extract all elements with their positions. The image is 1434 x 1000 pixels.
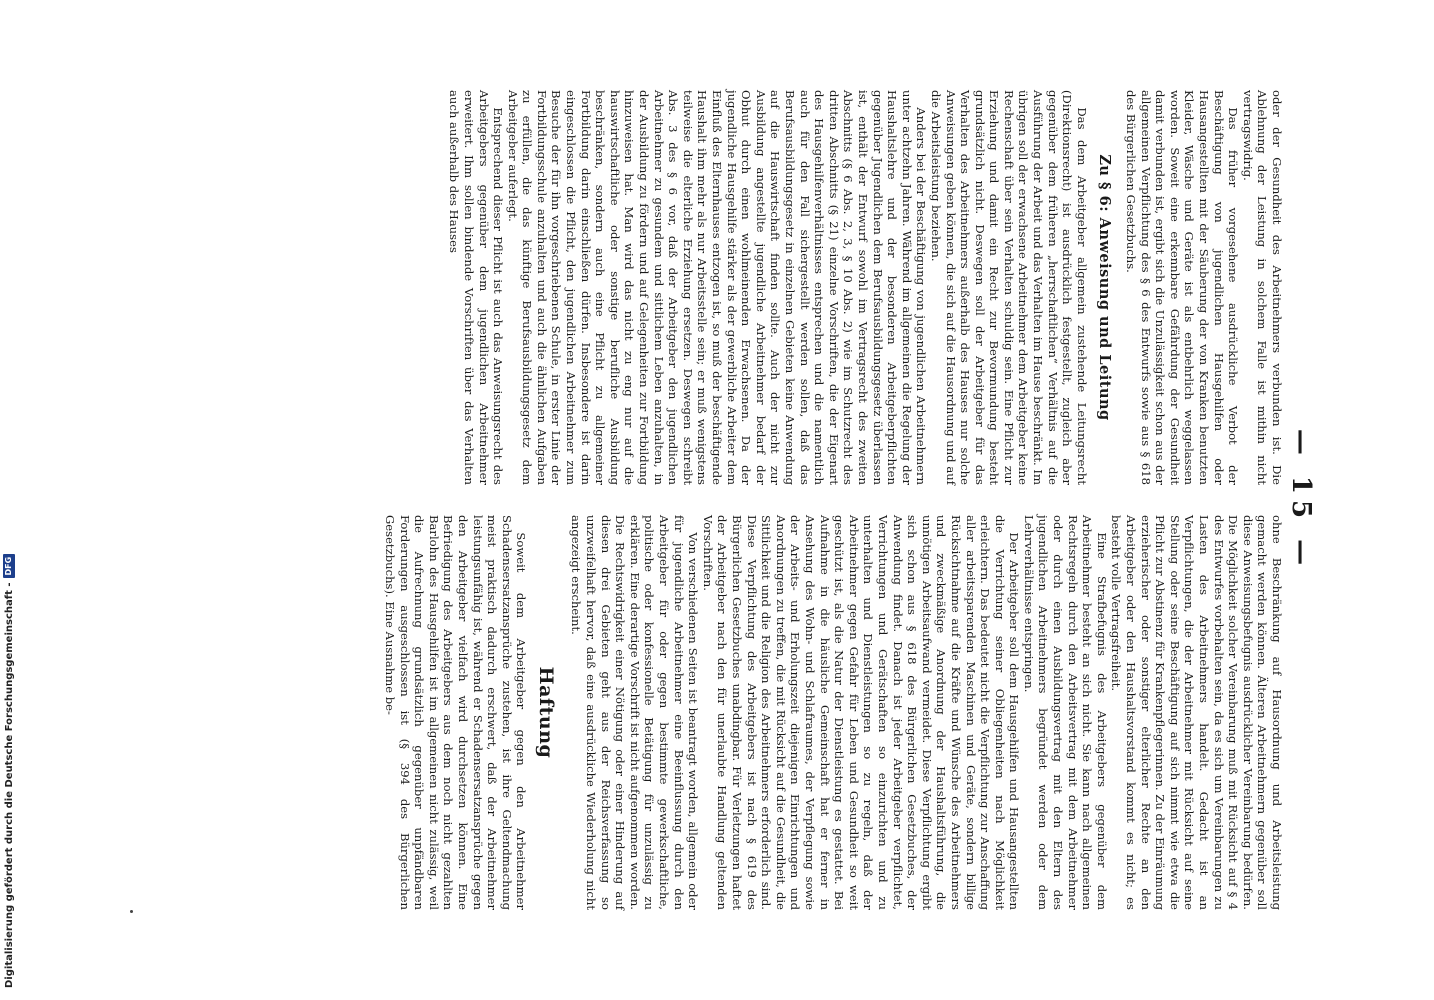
paragraph: Das früher vorgesehene ausdrückliche Verbot der Beschäftigung von jugendlichen Hausgehilfen oder Hausangestellten mit der Säuberung der von Kranken benutzten Kleider, Wäsche und Geräte ist als entbehrlich weggelassen worden. Soweit eine erkennbare Gefährdung der Gesundheit damit verbunden ist, ergibt sich die Unzulässigkeit schon aus der allgemeinen Verpflichtung des § 6 des Entwurfs sowie aus § 618 des Bürgerlichen Gesetzbuchs. — [1124, 90, 1241, 485]
paragraph: Das dem Arbeitgeber allgemein zustehende Leitungsrecht (Direktionsrecht) ist ausdrücklich festgestellt, zugleich aber gegenüber dem früheren „herrschaftlichen“ Verhältnis auf die Ausführung der Arbeit und das Verhalten im Hause beschränkt. Im übrigen soll der erwachsene Arbeitnehmer dem Arbeitgeber keine Rechenschaft über sein Verhalten schuldig sein. Eine Pflicht zur Erziehung und damit ein Recht zur Bevormundung besteht grundsätzlich nicht. Deswegen soll der Arbeitgeber für das Verhalten des Arbeitnehmers außerhalb des Hauses nur solche Anweisungen geben können, die sich auf die Hausordnung und auf die Arbeitsleistung beziehen. — [928, 90, 1089, 485]
paragraph: Von verschiedenen Seiten ist beantragt worden, allgemein oder für jugendliche Arbeitnehmer eine Beeinflussung durch den Arbeitgeber für oder gegen bestimmte gewerkschaftliche, politische oder konfessionelle Betätigung für unzulässig zu erklären. Eine derartige Vorschrift ist nicht aufgenommen worden. Die Rechtswidrigkeit einer Nötigung oder einer Hinderung auf diesen drei Gebieten geht aus der Reichsverfassung so unzweifelhaft hervor, daß eine ausdrückliche Wiederholung nicht angezeigt erscheint. — [569, 515, 701, 910]
paragraph: Entsprechend dieser Pflicht ist auch das Anweisungsrecht des Arbeitgebers gegenüber dem jugendlichen Arbeitnehmer erweitert. Ihm sollen bindende Vorschriften über das Verhalten auch außerhalb des Hauses — [447, 90, 506, 485]
section-heading: Haftung — [534, 666, 557, 759]
paragraph: Anders bei der Beschäftigung von jugendlichen Arbeitnehmern unter achtzehn Jahren. Während im allgemeinen die Regelung der Haushaltslehre und der besonderen Arbeitgeberpflichten gegenüber Jugendlichen dem Berufsausbildungsgesetz überlassen ist, enthält der Entwurf sowohl im Vertragsrecht des zweiten Abschnitts (§ 6 Abs. 2, 3, § 10 Abs. 2) wie im Schutzrecht des dritten Abschnitts (§ 21) einzelne Vorschriften, die der Eigenart des Hausgehilfenverhältnisses entsprechen und die namentlich auch für den Fall sichergestellt werden sollen, daß das Berufsausbildungsgesetz in einzelnen Gebieten keine Anwendung auf die Hauswirtschaft finden sollte. Auch der nicht zur Ausbildung angestellte jugendliche Arbeitnehmer bedarf der Obhut durch einen wohlmeinenden Erwachsenen. Da der jugendliche Hausgehilfe stärker als der gewerbliche Arbeiter dem Einfluß des Elternhauses entzogen ist, so muß der beschäftigende Haushalt ihm mehr als nur Arbeitsstelle sein; er muß wenigstens teilweise die elterliche Erziehung ersetzen. Deswegen schreibt Abs. 3 des § 6 vor, daß der Arbeitgeber den jugendlichen Arbeitnehmer zu gesundem und sittlichem Leben anzuhalten, in der Ausbildung zu fördern und auf Gelegenheiten zur Fortbildung hinzuweisen hat. Man wird das nicht zu eng nur auf die hauswirtschaftliche oder sonstige berufliche Ausbildung beschränken, sondern auch eine Pflicht zu allgemeiner Fortbildung darin einschließen dürfen. Insbesondere ist darin eingeschlossen die Pflicht, den jugendlichen Arbeitnehmer zum Besuche der für ihn vorgeschriebenen Schule, in erster Linie der Fortbildungsschule anzuhalten und auch die ähnlichen Aufgaben zu erfüllen, die das künftige Berufsausbildungsgesetz dem Arbeitgeber auferlegt. — [505, 90, 929, 485]
paragraph: Eine Strafbefugnis des Arbeitgebers gegenüber dem Arbeitnehmer besteht an sich nicht. Sie kann nach allgemeinen Rechtsregeln durch den Arbeitsvertrag mit dem Arbeitnehmer oder durch einen Ausbildungsvertrag mit den Eltern des jugendlichen Arbeitnehmers begründet werden oder dem Lehrverhältnisse entspringen. — [1021, 515, 1109, 910]
paragraph: oder der Gesundheit des Arbeitnehmers verbunden ist. Die Ablehnung der Leistung in solchem Falle ist mithin nicht vertragswidrig. — [1240, 90, 1284, 485]
left-column — [447, 90, 1284, 485]
scan-speck — [130, 910, 133, 913]
section-heading: Zu § 6: Anweisung und Leitung — [1096, 154, 1114, 421]
paragraph: Der Arbeitgeber soll dem Hausgehilfen und Hausangestellten die Verrichtung seiner Obliegenheiten nach Möglichkeit erleichtern. Das bedeutet nicht die Verpflichtung zur Anschaffung aller arbeitssparenden Maschinen und Geräte, sondern billige Rücksichtnahme auf die Kräfte und Wünsche des Arbeitnehmers und zweckmäßige Anordnung der Haushaltsführung, die unnötigen Arbeitsaufwand vermeidet. Diese Verpflichtung ergibt sich schon aus § 618 des Bürgerlichen Gesetzbuches, der Anwendung findet. Danach ist jeder Arbeitgeber verpflichtet, Verrichtungen und Gerätschaften so einzurichten und zu unterhalten und Dienstleistungen so zu regeln, daß der Arbeitnehmer gegen Gefahr für Leben und Gesundheit so weit geschützt ist, als die Natur der Dienstleistung es gestattet. Bei Aufnahme in die häusliche Gemeinschaft hat er ferner in Ansehung des Wohn- und Schlafraumes, der Verpflegung sowie der Arbeits- und Erholungszeit diejenigen Einrichtungen und Anordnungen zu treffen, die mit Rücksicht auf die Gesundheit, die Sittlichkeit und die Religion des Arbeitnehmers erforderlich sind. Diese Verpflichtung des Arbeitgebers ist nach § 619 des Bürgerlichen Gesetzbuches unabdingbar. Für Verletzungen haftet der Arbeitgeber nach den für unerlaubte Handlung geltenden Vorschriften. — [700, 515, 1022, 910]
paragraph: ohne Beschränkung auf Hausordnung und Arbeitsleistung gemacht werden können. Älteren Arbeitnehmern gegenüber soll diese Anweisungsbefugnis ausdrücklicher Vereinbarung bedürfen. Die Möglichkeit solcher Vereinbarung muß mit Rücksicht auf § 4 des Entwurfes vorbehalten sein, da es sich um Vereinbarungen zu Lasten des Arbeitnehmers handelt. Gedacht ist an Verpflichtungen, die der Arbeitnehmer mit Rücksicht auf seine Stellung oder seine Beschäftigung auf sich nimmt wie etwa die Pflicht zur Abstinenz für Krankenpflegerinnen. Zu der Einräumung erzieherischer oder sonstiger elterlicher Rechte an den Arbeitgeber oder den Haushaltsvorstand kommt es nicht; es besteht volle Vertragsfreiheit. — [1109, 515, 1284, 910]
paragraph: Soweit dem Arbeitgeber gegen den Arbeitnehmer Schadensersatzansprüche zustehen, ist ihre Geltendmachung meist praktisch dadurch erschwert, daß der Arbeitnehmer leistungsunfähig ist, während er Schadensersatzansprüche gegen den Arbeitgeber vielfach wird durchsetzen können. Eine Befriedigung des Arbeitgebers aus dem noch nicht gezahlten Barlohn des Hausgehilfen ist im allgemeinen nicht zulässig, weil die Aufrechnung grundsätzlich gegenüber unpfändbaren Forderungen ausgeschlossen ist (§ 394 des Bürgerlichen Gesetzbuchs). Eine Ausnahme be- — [382, 515, 529, 910]
dfg-logo-icon: DFG — [3, 554, 15, 579]
credit-text: Digitalisierung gefördert durch die Deutsche Forschungsgemeinschaft - — [3, 582, 15, 988]
margin-credit — [2, 556, 16, 988]
page-number: — 15 — — [1286, 428, 1316, 572]
right-column — [382, 515, 1284, 910]
